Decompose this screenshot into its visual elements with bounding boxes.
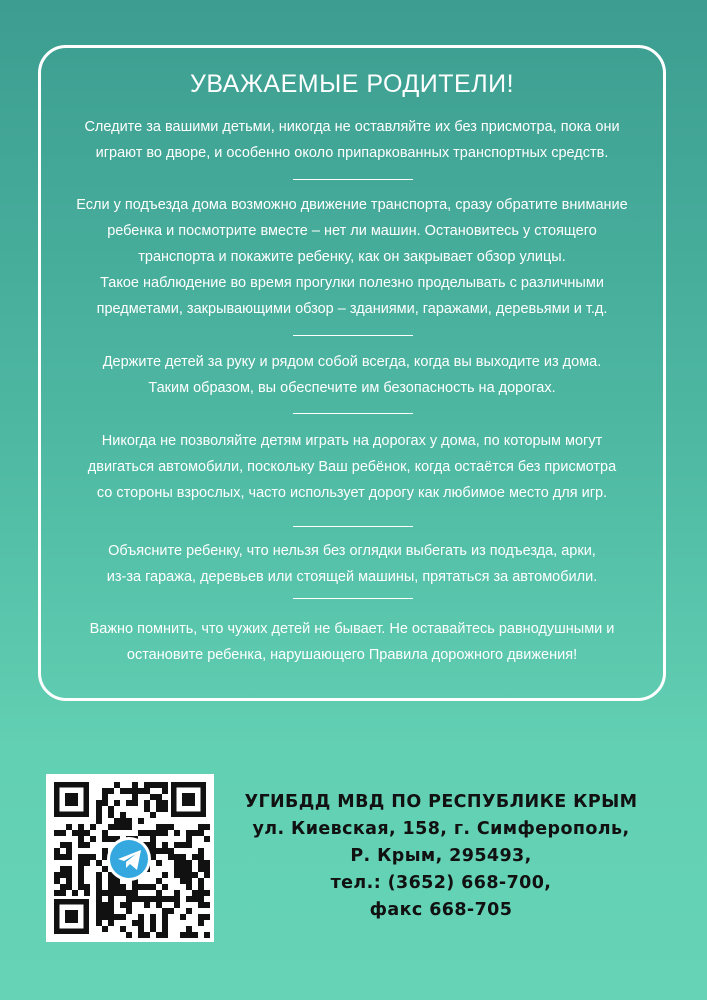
advice-card: [38, 45, 666, 701]
paragraph-line: двигаться автомобили, поскольку Ваш ребёнок, когда остаётся без присмотра: [87, 459, 617, 475]
paragraph-explain: [55, 538, 649, 590]
paragraph-line: остановите ребенка, нарушающего Правила дорожного движения!: [126, 647, 578, 663]
qr-pattern: [46, 774, 214, 942]
separator-line: [293, 335, 413, 336]
qr-code[interactable]: [46, 774, 214, 942]
paragraph-line: ребенка и посмотрите вместе – нет ли машин. Остановитесь у стоящего: [107, 223, 597, 239]
paragraph-line: со стороны взрослых, часто использует дорогу как любимое место для игр.: [96, 485, 608, 501]
paragraph-line: Если у подъезда дома возможно движение транспорта, сразу обратите внимание: [76, 197, 628, 213]
contact-block: [226, 789, 656, 924]
contact-fax: факс 668-705: [369, 900, 513, 920]
paragraph-hold-hand: [55, 349, 649, 401]
paragraph-supervision: [55, 114, 649, 166]
contact-organization: УГИБДД МВД ПО РЕСПУБЛИКЕ КРЫМ: [244, 792, 638, 812]
paragraph-line: Следите за вашими детьми, никогда не оставляйте их без присмотра, пока они: [84, 119, 620, 135]
paragraph-line: Такое наблюдение во время прогулки полезно проделывать с различными: [100, 275, 604, 291]
paragraph-line: предметами, закрывающими обзор – зданиями, гаражами, деревьями и т.д.: [96, 301, 608, 317]
separator-line: [293, 179, 413, 180]
separator-line: [293, 598, 413, 599]
paragraph-line: Важно помнить, что чужих детей не бывает. Не оставайтесь равнодушными и: [89, 621, 615, 637]
contact-address: ул. Киевская, 158, г. Симферополь,: [252, 819, 630, 839]
paragraph-remember: [55, 616, 649, 668]
page-title: УВАЖАЕМЫЕ РОДИТЕЛИ!: [189, 70, 515, 98]
paragraph-line: из-за гаража, деревьев или стоящей машины, прятаться за автомобили.: [106, 569, 598, 585]
paragraph-line: Держите детей за руку и рядом собой всегда, когда вы выходите из дома.: [102, 354, 602, 370]
paragraph-no-road-play: [55, 428, 649, 506]
paragraph-line: Никогда не позволяйте детям играть на дорогах у дома, по которым могут: [101, 433, 603, 449]
contact-phone: тел.: (3652) 668-700,: [330, 873, 552, 893]
paragraph-line: Таким образом, вы обеспечите им безопасность на дорогах.: [148, 380, 556, 396]
contact-region: Р. Крым, 295493,: [350, 846, 532, 866]
separator-line: [293, 413, 413, 414]
paragraph-line: играют во дворе, и особенно около припаркованных транспортных средств.: [95, 145, 609, 161]
paragraph-line: транспорта и покажите ребенку, как он закрывает обзор улицы.: [138, 249, 566, 265]
telegram-icon: [107, 837, 151, 881]
paragraph-entrance: [55, 192, 649, 322]
paragraph-line: Объясните ребенку, что нельзя без оглядки выбегать из подъезда, арки,: [108, 543, 596, 559]
separator-line: [293, 526, 413, 527]
